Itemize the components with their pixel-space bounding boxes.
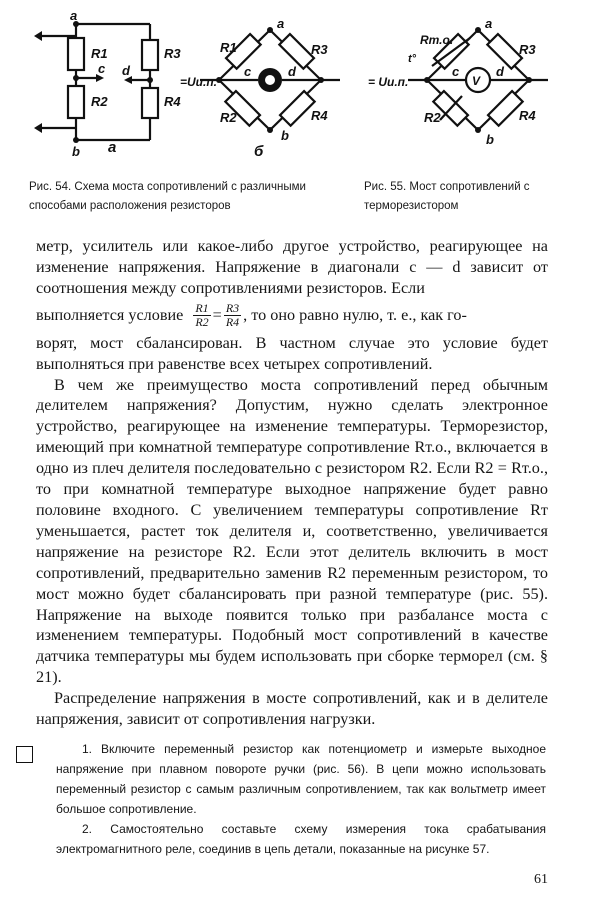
caption-fig54: Рис. 54. Схема моста сопротивлений с различными способами расположения резисторов bbox=[29, 181, 306, 212]
fig54a-label-r4: R4 bbox=[164, 94, 181, 109]
fraction-r1-r2: $\frac{R1}{R2}$ bbox=[195, 301, 209, 330]
fig55-label-r2: R2 bbox=[424, 110, 441, 125]
fig55-label-r4: R4 bbox=[519, 108, 536, 123]
fig55-label-r3: R3 bbox=[519, 42, 536, 57]
fig54a-node-d: d bbox=[122, 63, 130, 78]
caption-fig55: Рис. 55. Мост сопротивлений с терморезистором bbox=[364, 181, 530, 212]
fig55-voltmeter-label: V bbox=[472, 74, 481, 88]
figure-54a bbox=[42, 24, 158, 140]
fig54a-node-c: c bbox=[98, 61, 106, 76]
fig54a-label-r1: R1 bbox=[91, 46, 108, 61]
fig54b-node-a: a bbox=[277, 16, 285, 31]
fig54b-label-r4: R4 bbox=[311, 108, 328, 123]
resistor-r3 bbox=[142, 40, 158, 70]
paragraph-1-end: ворят, мост сбалансирован. В частном случае это условие будет выполняться при равенстве всех четырех сопротивлений. bbox=[36, 333, 548, 373]
fig54b-node-c: c bbox=[244, 64, 252, 79]
formula-equals: = bbox=[212, 306, 222, 325]
fig54a-node-a: a bbox=[70, 8, 78, 23]
fraction-r3-r4: $\frac{R3}{R4}$ bbox=[225, 301, 240, 330]
fig54b-node-b: b bbox=[281, 128, 289, 143]
resistor-r4 bbox=[488, 91, 523, 126]
page-number: 61 bbox=[534, 872, 548, 887]
fig55-label-t: t° bbox=[408, 53, 417, 65]
bridge-circuit-diagrams bbox=[0, 0, 592, 180]
fig54b-label-r1: R1 bbox=[220, 40, 237, 55]
exercise-2: 2. Самостоятельно составьте схему измерения тока срабатывания электромагнитного реле, соединив в цепь детали, показанные на рисунке 57. bbox=[56, 822, 546, 856]
fig54b-voltage-label: =Uи.п. bbox=[180, 75, 218, 89]
fig54b-label-r3: R3 bbox=[311, 42, 328, 57]
fig55-node-a: a bbox=[485, 16, 493, 31]
paragraph-3: Распределение напряжения в мосте сопротивлений, как и в делителе напряжения, зависит от сопротивления нагрузки. bbox=[36, 689, 548, 729]
paragraph-1-start: метр, усилитель или какое-либо другое устройство, реагирующее на изменение напряжения. Напряжение в диагонали c — d зависит от соотношения между сопротивлениями резисторов. Если bbox=[36, 237, 548, 297]
exercises-block bbox=[56, 739, 546, 859]
fig55-node-c: c bbox=[452, 64, 460, 79]
resistor-r2 bbox=[68, 86, 84, 118]
fig54a-sublabel: a bbox=[108, 139, 117, 156]
main-text bbox=[36, 236, 548, 730]
fig55-voltage-label: = Uи.п. bbox=[368, 75, 409, 89]
fig55-node-d: d bbox=[496, 64, 504, 79]
exercise-square-icon bbox=[16, 746, 33, 763]
formula-lead-text: выполняется условие bbox=[36, 306, 184, 325]
fig54a-label-r3: R3 bbox=[164, 46, 181, 61]
fig54b-sublabel: б bbox=[254, 143, 264, 160]
fig54b-label-r2: R2 bbox=[220, 110, 237, 125]
fig54a-node-b: b bbox=[72, 144, 80, 159]
paragraph-2: В чем же преимущество моста сопротивлений перед обычным делителем напряжения? Допустим, нужно сделать электронное устройство, реагирующее на изменение температуры. Терморезистор, имеющий при комнатной температуре сопротивление Rт.о., включается в одно из плеч делителя последовательно с резистором R2. Если R2 = Rт.о., то при комнатной температуре выходное напряжение будет равно половине входного. С увеличением температуры сопротивление Rт уменьшается, растет ток делителя и, соответственно, увеличивается напряжение на резисторе R2. Если этот делитель включить в мост сопротивлений, предварительно заменив R2 переменным резистором, то мост можно будет сбалансировать при разной температуре (рис. 55). Напряжение на выходе появится только при разбалансе моста с изменением температуры. Подобный мост сопротивлений в качестве датчика температуры мы будем использовать при сборке терморел (см. § 21). bbox=[36, 375, 548, 687]
fig55-label-rto: Rт.о. bbox=[420, 33, 454, 47]
fig55-node-b: b bbox=[486, 132, 494, 147]
figures-area bbox=[0, 0, 592, 180]
resistor-r4 bbox=[142, 88, 158, 118]
resistor-r3 bbox=[487, 34, 522, 69]
resistor-r1 bbox=[68, 38, 84, 70]
resistor-r3 bbox=[279, 34, 314, 69]
fig54a-label-r2: R2 bbox=[91, 94, 108, 109]
exercise-1: 1. Включите переменный резистор как потенциометр и измерьте выходное напряжение при плавном повороте ручки (рис. 56). В цепи можно использовать переменный резистор с самым различным сопротивлением, так как вольтметр имеет большое сопротивление. bbox=[56, 742, 546, 816]
formula-trail-text: , то оно равно нулю, т. е., как го- bbox=[243, 306, 467, 325]
fig54b-node-d: d bbox=[288, 64, 296, 79]
resistor-r4 bbox=[280, 91, 315, 126]
formula-line bbox=[36, 299, 548, 333]
